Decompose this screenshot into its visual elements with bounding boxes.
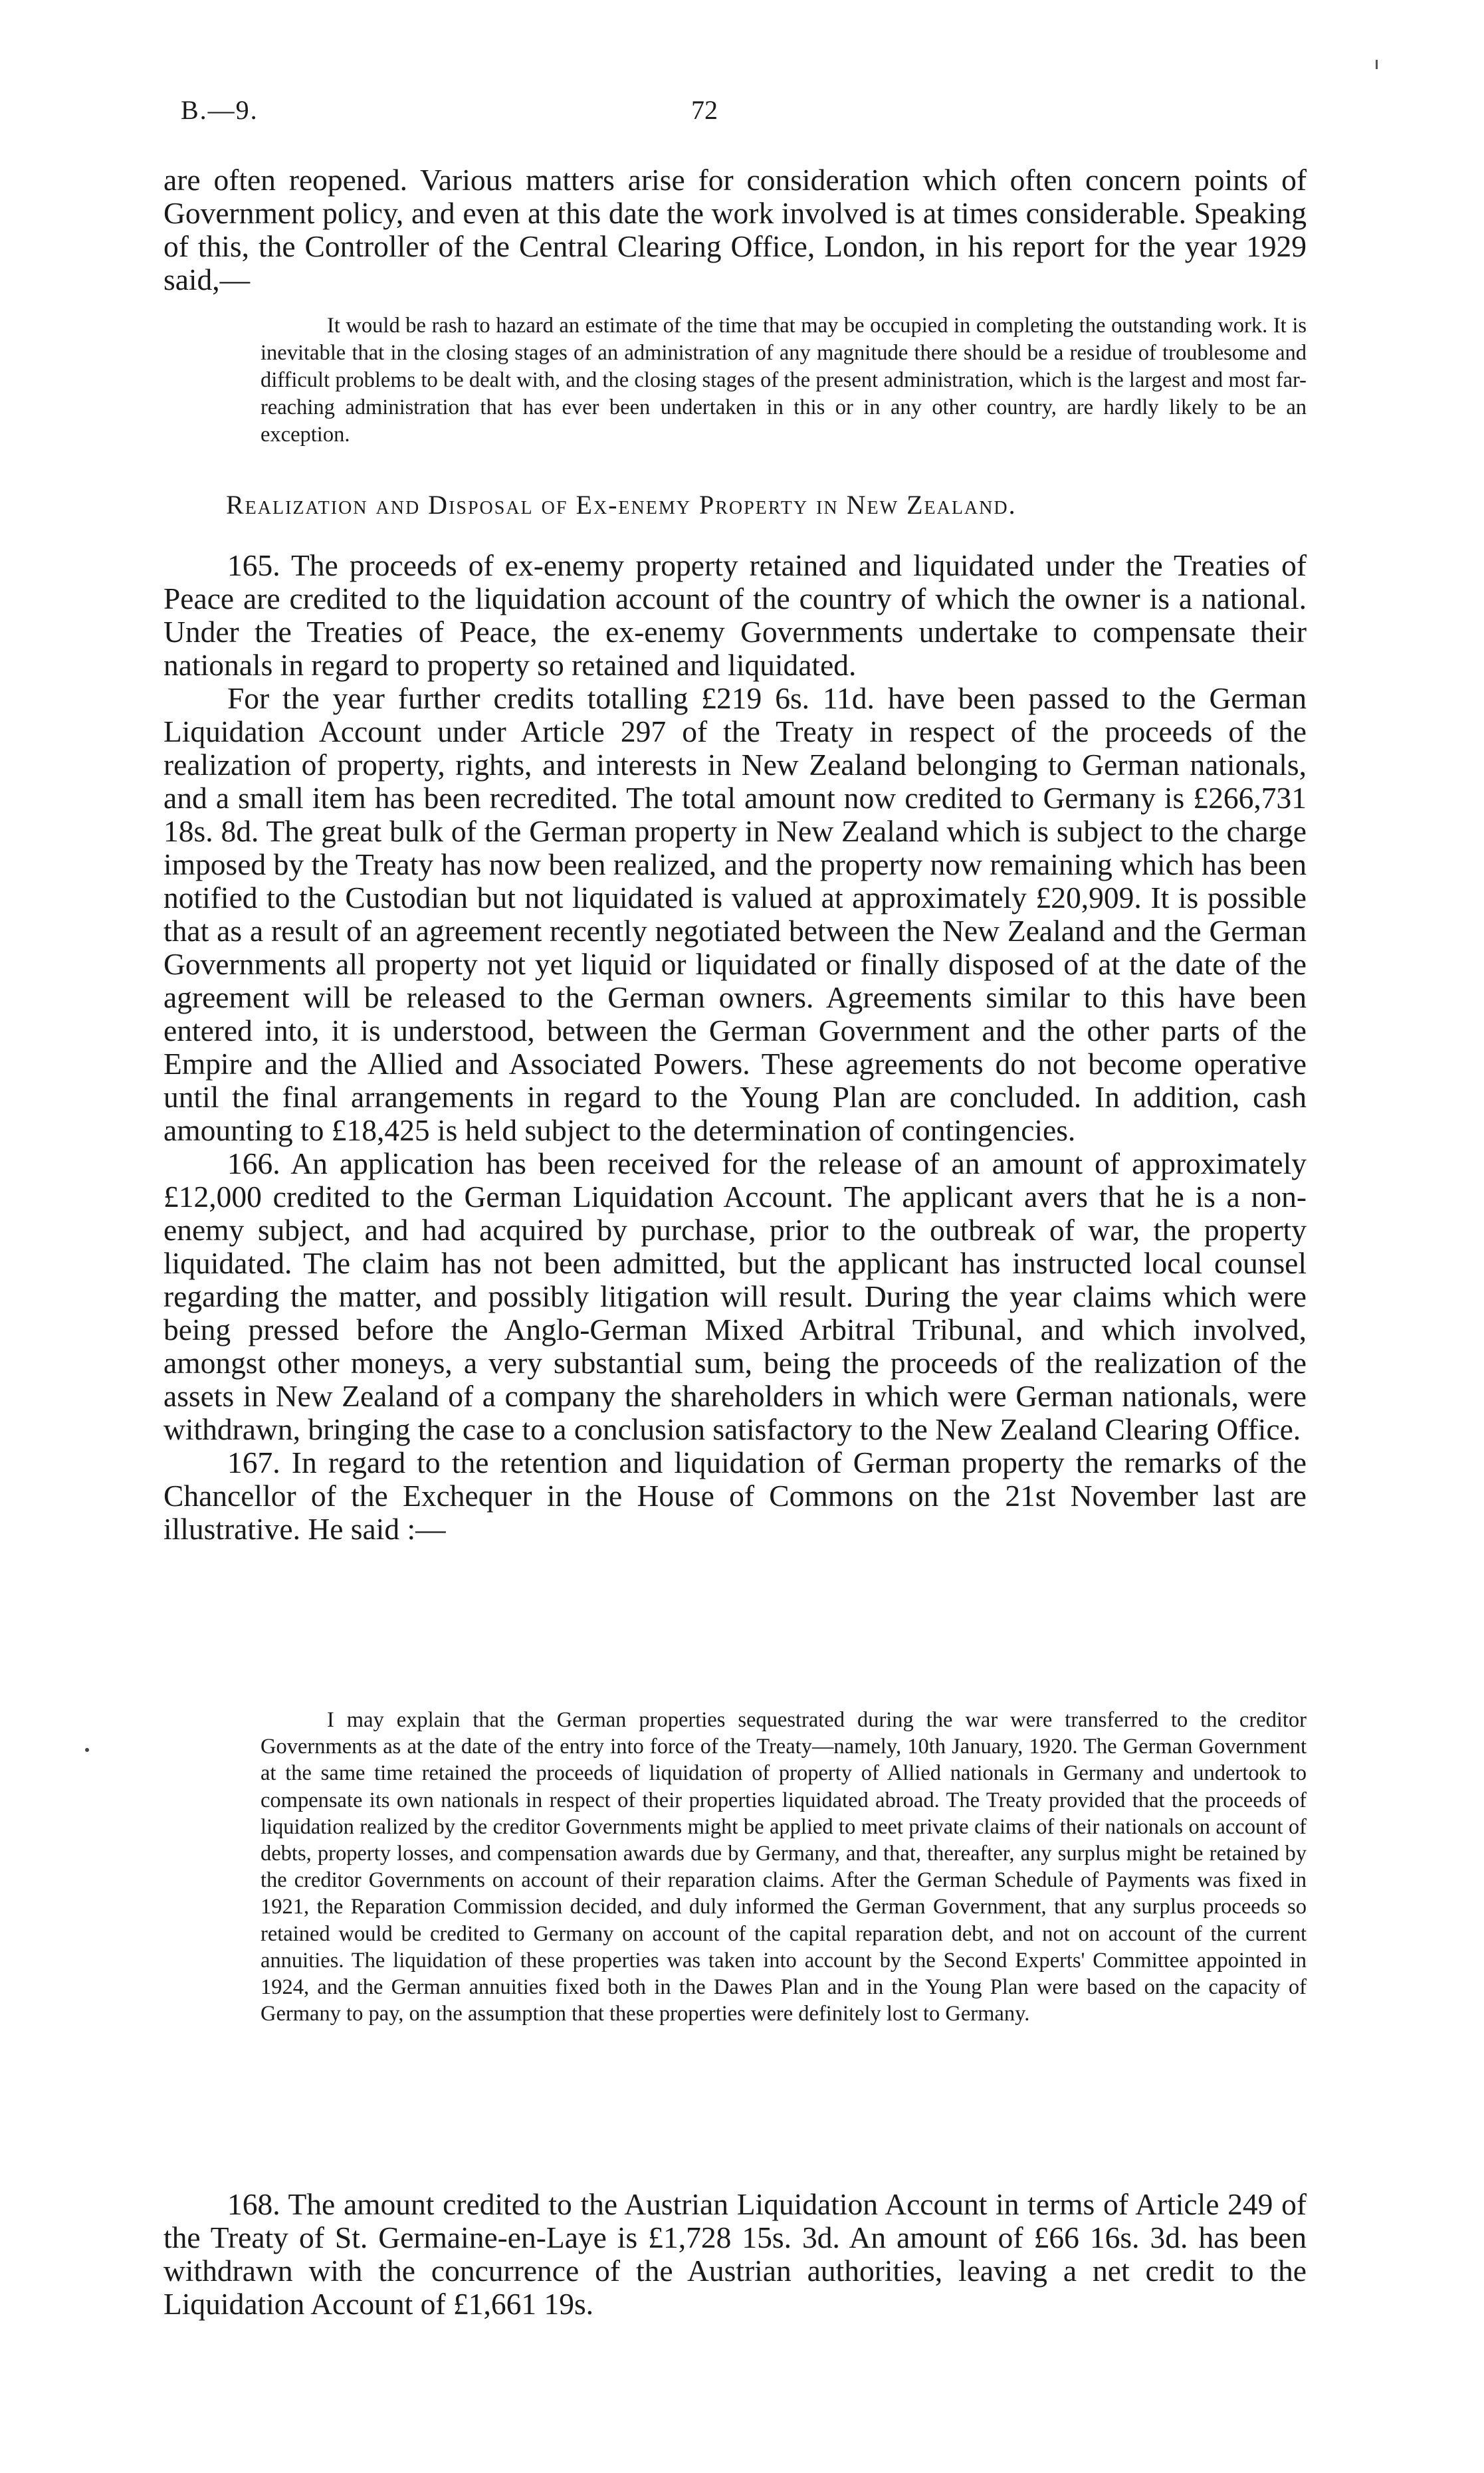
paragraph-165-continued: For the year further credits totalling £219 6s. 11d. have been passed to the German Liquidation Account under Article 297 of the Treaty in respect of the proceeds of the realization of property, rights, and interests in New Zealand belonging to German nationals, and a small item has been recredited. The total amount now credited to Germany is £266,731 18s. 8d. The great bulk of the German property in New Zealand which is subject to the charge imposed by the Treaty has now been realized, and the property now remaining which has been notified to the Custodian but not liquidated is valued at approximately £20,909. It is possible that as a result of an agreement recently negotiated between the New Zealand and the German Governments all property not yet liquid or liquidated or finally disposed of at the date of the agreement will be released to the German owners. Agreements similar to this have been entered into, it is understood, between the German Government and the other parts of the Empire and the Allied and Associated Powers. These agreements do not become operative until the final arrangements in regard to the Young Plan are concluded. In addition, cash amounting to £18,425 is held subject to the determination of contingencies.: [163, 681, 1307, 1147]
intro-paragraph: are often reopened. Various matters arise for consideration which often concern points of Government policy, and even at this date the work involved is at times considerable. Speaking of this, the Controller of the Central Clearing Office, London, in his report for the year 1929 said,—: [163, 163, 1307, 296]
quote-controller-report: It would be rash to hazard an estimate of the time that may be occupied in completing the outstanding work. It is inevitable that in the closing stages of an administration of any magnitude there should be a residue of troublesome and difficult problems to be dealt with, and the closing stages of the present administration, which is the largest and most far-reaching administration that has ever been undertaken in this or in any other country, are hardly likely to be an exception.: [261, 314, 1307, 447]
paragraph-165: 165. The proceeds of ex-enemy property retained and liquidated under the Treaties of Peace are credited to the liquidation account of the country of which the owner is a national. Under the Treaties of Peace, the ex-enemy Governments undertake to compensate their nationals in regard to property so retained and liquidated.: [163, 548, 1307, 682]
section-heading: Realization and Disposal of Ex-enemy Property in New Zealand.: [226, 490, 1017, 520]
section-165: [163, 549, 1307, 1546]
paragraph-166: 166. An application has been received for the release of an amount of approximately £12,000 credited to the German Liquidation Account. The applicant avers that he is a non-enemy subject, and had acquired by purchase, prior to the outbreak of war, the property liquidated. The claim has not been admitted, but the applicant has instructed local counsel regarding the matter, and possibly litigation will result. During the year claims which were being pressed before the Anglo-German Mixed Arbitral Tribunal, and which involved, amongst other moneys, a very substantial sum, being the proceeds of the realization of the assets in New Zealand of a company the shareholders in which were German nationals, were withdrawn, bringing the case to a conclusion satisfactory to the New Zealand Clearing Office.: [163, 1146, 1307, 1446]
scan-speck: [85, 1748, 89, 1752]
paragraph-167: 167. In regard to the retention and liquidation of German property the remarks of the Chancellor of the Exchequer in the House of Commons on the 21st November last are illustrative. He said :—: [163, 1446, 1307, 1546]
quote-chancellor: I may explain that the German properties sequestrated during the war were transferred to the creditor Governments as at the date of the entry into force of the Treaty—namely, 10th January, 1920. The German Government at the same time retained the proceeds of liquidation of property of Allied nationals in Germany and undertook to compensate its own nationals in respect of their properties liquidated abroad. The Treaty provided that the proceeds of liquidation realized by the creditor Governments might be applied to meet private claims of their nationals on account of debts, property losses, and compensation awards due by Germany, and that, thereafter, any surplus might be retained by the creditor Governments on account of their reparation claims. After the German Schedule of Payments was fixed in 1921, the Reparation Commission decided, and duly informed the German Government, that any surplus proceeds so retained would be credited to Germany on account of the capital reparation debt, and not on account of the current annuities. The liquidation of these properties was taken into account by the Second Experts' Committee appointed in 1924, and the German annuities fixed both in the Dawes Plan and in the Young Plan were based on the capacity of Germany to pay, on the assumption that these properties were definitely lost to Germany.: [261, 1708, 1307, 2026]
section-168: [163, 2188, 1307, 2321]
scan-mark: [1376, 60, 1378, 69]
intro-section: [163, 163, 1307, 296]
paragraph-168: 168. The amount credited to the Austrian Liquidation Account in terms of Article 249 of the Treaty of St. Germaine-en-Laye is £1,728 15s. 3d. An amount of £66 16s. 3d. has been withdrawn with the concurrence of the Austrian authorities, leaving a net credit to the Liquidation Account of £1,661 19s.: [163, 2187, 1307, 2321]
document-reference: B.—9.: [181, 95, 259, 125]
page-number: 72: [691, 95, 718, 125]
